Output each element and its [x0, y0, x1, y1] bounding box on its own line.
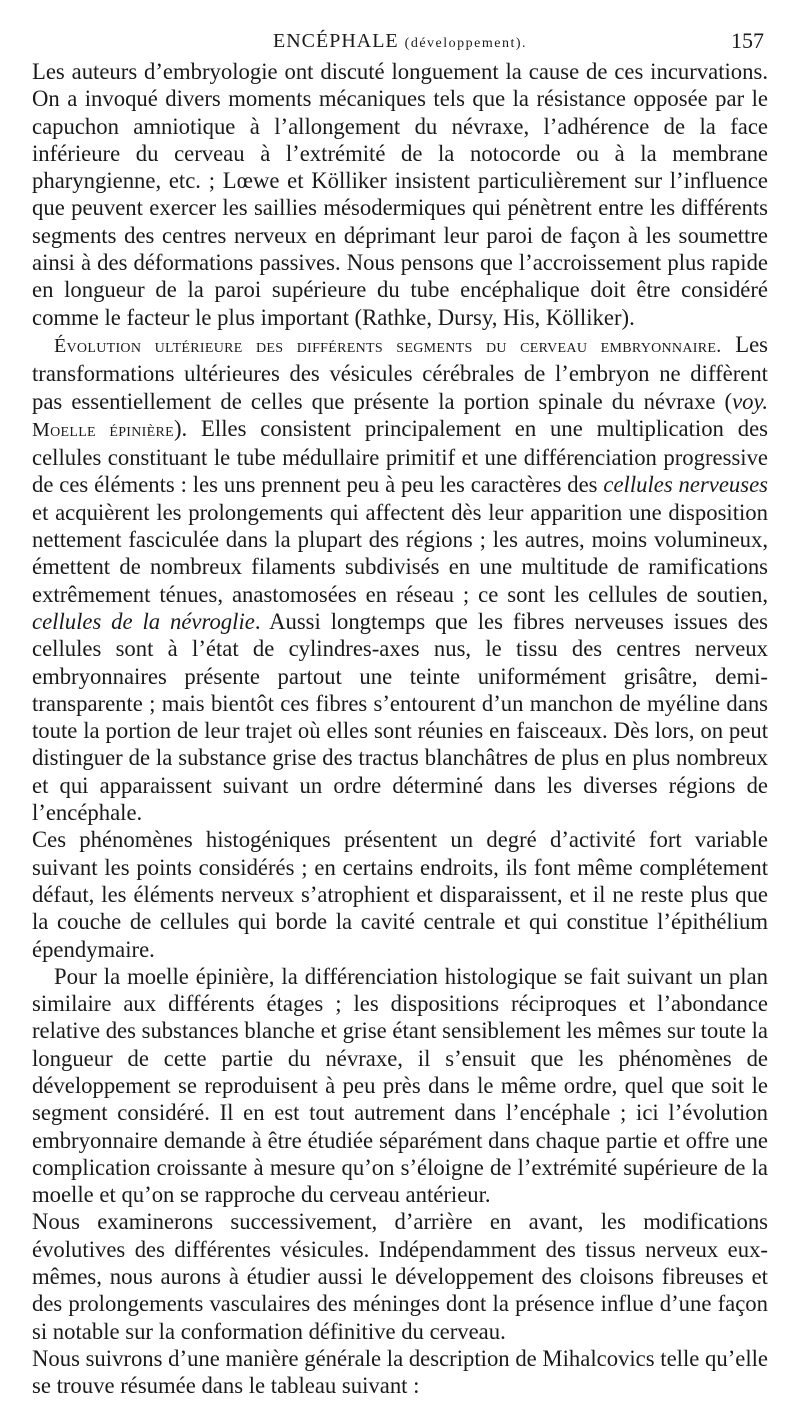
italic-text: cellules nerveuses [603, 472, 769, 498]
paragraph [32, 1208, 768, 1344]
paragraph [32, 826, 768, 962]
text-run: . Aussi longtemps que les fibres nerveuses issues des cellules sont à l’état de cylindres-axes nus, le tissu des centres nerveux embryonnaires présente partout une teinte uniformément grisâtre, demi-transparente ; mais bientôt ces fibres s’entourent d’un manchon de myéline dans toute la portion de leur trajet où elles sont réunies en faisceaux. Dès lors, on peut distinguer de la substance grise des tractus blanchâtres de plus en plus nombreux et qui apparaissent suivant un ordre déterminé dans les diverses régions de l’encéphale. [32, 608, 769, 826]
running-head [32, 22, 768, 56]
italic-text: voy. [732, 388, 768, 414]
paragraph [32, 331, 768, 826]
paragraph [32, 963, 768, 1209]
text-run: Nous suivrons d’une manière générale la description de Mihalcovics telle qu’elle se trouve résumée dans le tableau suivant : [32, 1345, 768, 1399]
running-title-main: ENCÉPHALE [272, 30, 399, 52]
page-number: 157 [731, 28, 764, 53]
running-title [32, 30, 768, 53]
text-run: Nous examinerons successivement, d’arrière en avant, les modifications évolutives des différentes vésicules. Indépendamment des tissus nerveux eux-mêmes, nous aurons à étudier aussi le développement des cloisons fibreuses et des prolongements vasculaires des méninges dont la présence influe d’une façon si notable sur la conformation définitive du cerveau. [32, 1209, 768, 1344]
small-caps-text: Moelle épinière [32, 418, 174, 441]
small-caps-text: Évolution ultérieure des différents segments du cerveau embryonnaire. [54, 334, 722, 357]
text-run: Les auteurs d’embryologie ont discuté longuement la cause de ces incurvations. On a invoqué divers moments mécaniques tels que la résistance opposée par le capuchon amniotique à l’allongement du névraxe, l’adhérence de la face inférieure du cerveau à l’extrémité de la notocorde ou à la membrane pharyngienne, etc. ; Lœwe et Kölliker insistent particulièrement sur l’influence que peuvent exercer les saillies mésodermiques qui pénètrent entre les différents segments des centres nerveux en déprimant leur paroi de façon à les soumettre ainsi à des déformations passives. Nous pensons que l’accroissement plus rapide en longueur de la paroi supérieure du tube encéphalique doit être considéré comme le facteur le plus important (Rathke, Dursy, His, Kölliker). [32, 59, 768, 330]
italic-text: cellules de la névroglie [32, 608, 255, 634]
text-run: et acquièrent les prolongements qui affectent dès leur apparition une disposition nettement fasciculée dans la plupart des régions ; les autres, moins volumineux, émettent de nombreux filaments subdivisés en une multitude de ramifications extrêmement ténues, anastomosées en réseau ; ce sont les cellules de soutien, [32, 499, 768, 607]
paragraph [32, 1345, 768, 1400]
text-run: Pour la moelle épinière, la différenciation histologique se fait suivant un plan similaire aux différents étages ; les dispositions réciproques et l’abondance relative des substances blanche et grise étant sensiblement les mêmes sur toute la longueur de cette partie du névraxe, il s’ensuit que les phénomènes de développement se reproduisent à peu près dans le même ordre, quel que soit le segment considéré. Il en est tout autrement dans l’encéphale ; ici l’évolution embryonnaire demande à être étudiée séparément dans chaque partie et offre une complication croissante à mesure qu’on s’éloigne de l’extrémité supérieure de la moelle et qu’on se rapproche du cerveau antérieur. [32, 963, 768, 1208]
text-run: ). Elles consistent principalement en une multiplication des cellules constituant le tube médullaire primitif et une différenciation progressive de ces éléments : les uns prennent peu à peu les caractères des [32, 415, 768, 498]
text-run: Ces phénomènes histogéniques présentent un degré d’activité fort variable suivant les points considérés ; en certains endroits, ils font même complétement défaut, les éléments nerveux s’atrophient et disparaissent, et il ne reste plus que la couche de cellules qui borde la cavité centrale et qui constitue l’épithélium épendymaire. [32, 827, 768, 962]
text-run: Les transformations ultérieures des vésicules cérébrales de l’embryon ne diffèrent pas essentiellement de celles que présente la portion spinale du névraxe ( [32, 331, 768, 414]
running-title-sub: (développement). [404, 36, 528, 51]
body-text [32, 58, 768, 1400]
book-page [32, 22, 768, 1400]
paragraph [32, 58, 768, 331]
